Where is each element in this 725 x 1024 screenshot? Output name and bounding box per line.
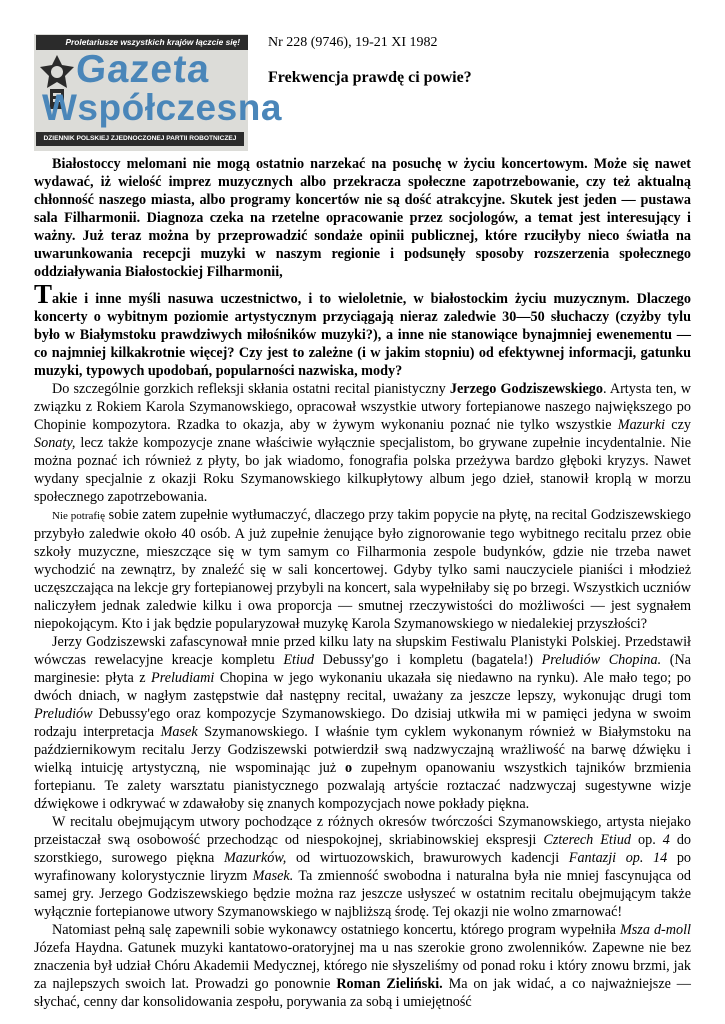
masthead-title-line1: Gazeta (74, 48, 212, 91)
article-paragraph-4: Nie potrafię sobie zatem zupełnie wytłumaczyć, dlaczego przy takim popycie na płytę, na recital Godziszewskiego przybyło zaledwie około 40 osób. A już zupełnie żenujące było zignorowanie tego wybitnego recitalu przez obie szkoły muzyczne, mieszczące się w tym samym co Filharmonia zespole budynków, gdzie nie trzeba nawet wychodzić na zewnątrz, by znaleźć się w sali koncertowej. Gdyby tylko sami nauczyciele pianiści i młodzież uczęszczająca na lekcje gry fortepianowej przybyli na koncert, sala wypełniłaby się po brzegi. Wszystkich uczniów naliczyłem jednak zaledwie kilku i owa proporcja — smutnej rzeczywistości do możliwości — jest sygnałem niepokojącym. Kto i jak będzie popularyzował muzykę Karola Szymanowskiego w niedalekiej przyszłości? (34, 507, 691, 632)
masthead-subtitle: DZIENNIK POLSKIEJ ZJEDNOCZONEJ PARTII ROBOTNICZEJ (36, 132, 244, 146)
article-paragraph-7: Natomiast pełną salę zapewnili sobie wykonawcy ostatniego koncertu, którego program wypełniła Msza d-moll Józefa Haydna. Gatunek muzyki kantatowo-oratoryjnej ma u nas szerokie grono zwolenników. Zapewne nie bez znaczenia był udział Chóru Akademii Medycznej, którego nie słyszeliśmy od ponad roku i który znowu brzmi, jak za najlepszych swoich lat. Prowadzi go ponownie Roman Zieliński. Ma on jak widać, a co najważniejsze — słychać, cenny dar konsolidowania zespołu, porywania za sobą i umiejętność (34, 922, 691, 1010)
article-paragraph-5: Jerzy Godziszewski zafascynował mnie przed kilku laty na słupskim Festiwalu Planistyki Polskiej. Przedstawił wówczas rewelacyjne kreacje kompletu Etiud Debussy'go i kompletu (bagatela!) Preludiów Chopina. (Na marginesie: płyta z Preludiami Chopina w jego wykonaniu ukazała się niedawno na rynku). Ale mało tego; po dwóch dniach, w nagłym zastępstwie dał następny recital, uważany za jeszcze lepszy, wykonując drugi tom Preludiów Debussy'ego oraz kompozycje Szymanowskiego. Do dzisiaj utkwiła mi w pamięci jedyna w swoim rodzaju interpretacja Masek Szymanowskiego. I właśnie tym cyklem wykonanym również w Białymstoku na październikowym recitalu Jerzy Godziszewski potwierdził swą nadzwyczajną wrażliwość na barwę dźwięku i wielką intuicję artystyczną, nie wspominając już o zupełnym opanowaniu wszystkich tajników brzmienia fortepianu. Te zalety warsztatu pianistycznego pozwalają artyście roztaczać nadzwyczaj sugestywne wizje dźwiękowe i odkrywać w zdawałoby się znanych kompozycjach nowe pokłady piękna. (34, 634, 691, 812)
article-paragraph-6: W recitalu obejmującym utwory pochodzące z różnych okresów twórczości Szymanowskiego, artysta niejako przeistaczał swą osobowość przechodząc od niespokojnej, skriabinowskiej ekspresji Czterech Etiud op. 4 do szorstkiego, surowego piękna Mazurków, od wirtuozowskich, brawurowych kadencji Fantazji op. 14 po wyrafinowany kolorystycznie liryzm Masek. Ta zmienność swobodna i naturalna była nie mniej fascynująca od samej gry. Jerzego Godziszewskiego będzie można raz jeszcze usłyszeć w ostatnim recitalu obejmującym także wyłącznie fortepianowe utwory Szymanowskiego w najbliższą środę. Tej okazji nie wolno zmarnować! (34, 814, 692, 920)
article-paragraph-2: Takie i inne myśli nasuwa uczestnictwo, i to wieloletnie, w białostockim życiu muzycznym. Dlaczego koncerty o wybitnym poziomie artystycznym przyciągają nieraz zaledwie 30—50 słuchaczy (czyżby tylu było w Białymstoku prawdziwych miłośników muzyki?), a inne nie stanowiące bynajmniej ewenementu — co najmniej kilkakrotnie więcej? Czy jest to zależne (i w jakim stopniu) od efektywnej informacji, gatunku muzyki, typowych upodobań, popularności nazwiska, mody? (34, 279, 691, 379)
masthead-slogan: Proletariusze wszystkich krajów łączcie się! (36, 35, 248, 50)
article-body (34, 155, 691, 1011)
newspaper-masthead (34, 34, 282, 151)
article-paragraph-3: Do szczególnie gorzkich refleksji skłania ostatni recital pianistyczny Jerzego Godziszewskiego. Artysta ten, w związku z Rokiem Karola Szymanowskiego, opracował wszystkie utwory fortepianowe naszego największego po Chopinie kompozytora. Rzadka to okazja, aby w żywym wykonaniu poznać nie tylko wszystkie Mazurki czy Sonaty, lecz także kompozycje znane właściwie wyłącznie specjalistom, bo grywane zupełnie incydentalnie. Nie można poznać ich również z płyty, bo jak wiadomo, fonografia polska przeżywa bardzo głęboki kryzys. Nawet wydany specjalnie z okazji Roku Szymanowskiego kilkupłytowy album jego dzieł, stanowił kroplą w morzu społecznego zapotrzebowania. (34, 381, 691, 505)
masthead-title-line2: Współczesna (42, 87, 282, 128)
article-lead: Białostoccy melomani nie mogą ostatnio narzekać na posuchę w życiu koncertowym. Może się nawet wydawać, iż wielość imprez muzycznych albo przekracza społeczne zapotrzebowanie, czy też aktualną chłonność naszego miasta, albo programy koncertów nie są dość atrakcyjne. Skutek jest jeden — pustawa sala Filharmonii. Diagnoza czeka na rzetelne opracowanie przez socjologów, a temat jest interesujący i ważny. Już teraz można by przeprowadzić sondaże opinii publicznej, które rzuciłyby nieco światła na uwarunkowania recepcji muzyki w naszym regionie i podsunęły sposoby rozszerzenia społecznego oddziaływania Białostockiej Filharmonii, (34, 156, 691, 280)
issue-number: Nr 228 (9746), 19-21 XI 1982 (268, 35, 438, 50)
article-headline: Frekwencja prawdę ci powie? (268, 69, 472, 86)
drop-cap: T (34, 279, 53, 309)
